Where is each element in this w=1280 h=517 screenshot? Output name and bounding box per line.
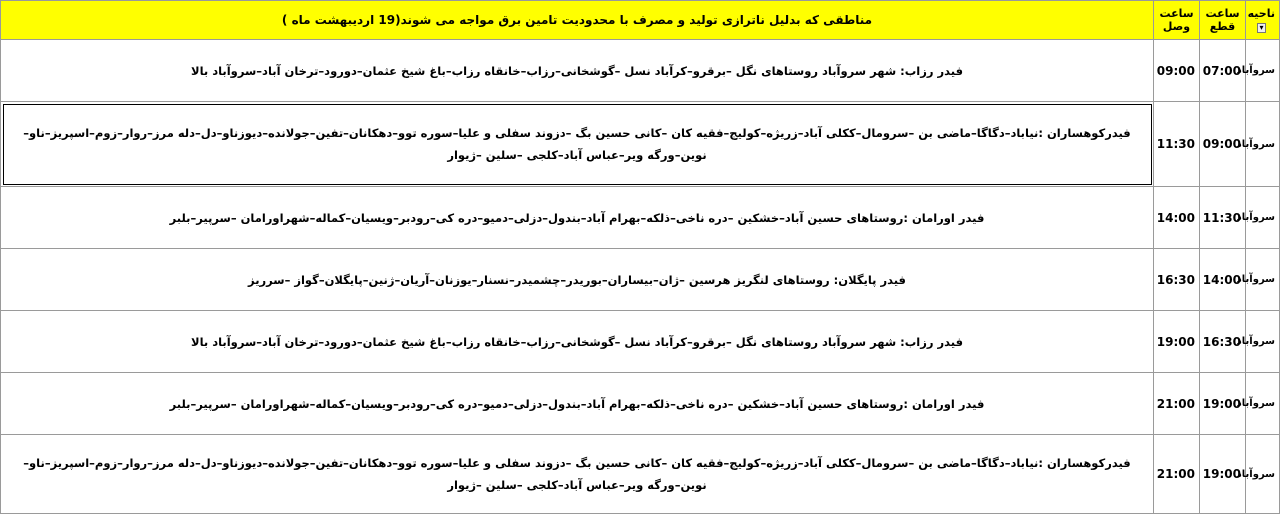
connect-time-cell: 21:00: [1154, 435, 1200, 514]
cut-time-cell: 09:00: [1200, 102, 1246, 187]
connect-time-cell: 11:30: [1154, 102, 1200, 187]
cut-time-cell: 19:00: [1200, 373, 1246, 435]
header-cut-time: ساعت قطع: [1200, 1, 1246, 40]
areas-cell: فیدر پایگلان: روستاهای لنگریز هرسین –ژان–بیساران–بوریدر–چشمیدر–نسنار–یوزنان–آریان–ژنین–پایگلان–گواز –سرریز: [1, 249, 1154, 311]
region-cell: سروآباد: [1246, 40, 1280, 102]
region-cell: سروآباد: [1246, 102, 1280, 187]
areas-cell: فیدر رزاب: شهر سروآباد روستاهای نگل –برقرو–کرآباد نسل –گوشخانی–رزاب–خانقاه رزاب–باغ شیخ عثمان–دورود–ترخان آباد–سروآباد بالا: [1, 311, 1154, 373]
table-row: [1, 187, 1280, 249]
header-title: مناطقی که بدلیل ناترازی تولید و مصرف با محدودیت تامین برق مواجه می شوند(19 اردیبهشت ماه ): [1, 1, 1154, 40]
header-row: [1, 1, 1280, 40]
region-cell: سروآباد: [1246, 249, 1280, 311]
connect-time-cell: 14:00: [1154, 187, 1200, 249]
connect-time-cell: 21:00: [1154, 373, 1200, 435]
table-row: [1, 102, 1280, 187]
areas-cell: فیدر اورامان :روستاهای حسین آباد–خشکین –دره ناخی–ذلکه–بهرام آباد–بندول–دزلی–دمیو–دره کی–رودبر–ویسیان–کماله–شهراورامان –سرپیر–بلبر: [1, 373, 1154, 435]
connect-time-cell: 09:00: [1154, 40, 1200, 102]
header-connect-time: ساعت وصل: [1154, 1, 1200, 40]
region-cell: سروآباد: [1246, 435, 1280, 514]
areas-cell: فیدرکوهساران :نیاباد–دگاگا–ماضی بن –سرومال–ککلی آباد–زریژه–کولیج–فقیه کان –کانی حسین بگ –دزوند سفلی و علیا–سوره توو–دهکانان–تفین–جولانده–دیوزناو–دل–دله مرز–روار–زوم–اسپریز–ناو–نوین–ورگه ویر–عباس آباد–کلجی –سلین –ژیوار: [1, 435, 1154, 514]
cut-time-cell: 14:00: [1200, 249, 1246, 311]
table-row: [1, 311, 1280, 373]
region-cell: سروآباد: [1246, 311, 1280, 373]
region-cell: سروآباد: [1246, 373, 1280, 435]
connect-time-cell: 16:30: [1154, 249, 1200, 311]
region-cell: سروآباد: [1246, 187, 1280, 249]
cut-time-cell: 07:00: [1200, 40, 1246, 102]
header-region-label: ناحیه: [1247, 7, 1275, 20]
table-row: [1, 40, 1280, 102]
areas-cell: فیدر اورامان :روستاهای حسین آباد–خشکین –دره ناخی–ذلکه–بهرام آباد–بندول–دزلی–دمیو–دره کی–رودبر–ویسیان–کماله–شهراورامان –سرپیر–بلبر: [1, 187, 1154, 249]
header-region[interactable]: [1246, 1, 1280, 40]
cut-time-cell: 16:30: [1200, 311, 1246, 373]
cut-time-cell: 19:00: [1200, 435, 1246, 514]
areas-cell: فیدر رزاب: شهر سروآباد روستاهای نگل –برقرو–کرآباد نسل –گوشخانی–رزاب–خانقاه رزاب–باغ شیخ عثمان–دورود–ترخان آباد–سروآباد بالا: [1, 40, 1154, 102]
cut-time-cell: 11:30: [1200, 187, 1246, 249]
connect-time-cell: 19:00: [1154, 311, 1200, 373]
table-row: [1, 373, 1280, 435]
table-row: [1, 435, 1280, 514]
filter-dropdown-icon[interactable]: ▾: [1259, 23, 1264, 32]
table-row: [1, 249, 1280, 311]
areas-cell-selected[interactable]: فیدرکوهساران :نیاباد–دگاگا–ماضی بن –سرومال–ککلی آباد–زریژه–کولیج–فقیه کان –کانی حسین بگ –دزوند سفلی و علیا–سوره توو–دهکانان–تفین–جولانده–دیوزناو–دل–دله مرز–روار–زوم–اسپریز–ناو–نوین–ورگه ویر–عباس آباد–کلجی –سلین –ژیوار: [1, 102, 1154, 187]
